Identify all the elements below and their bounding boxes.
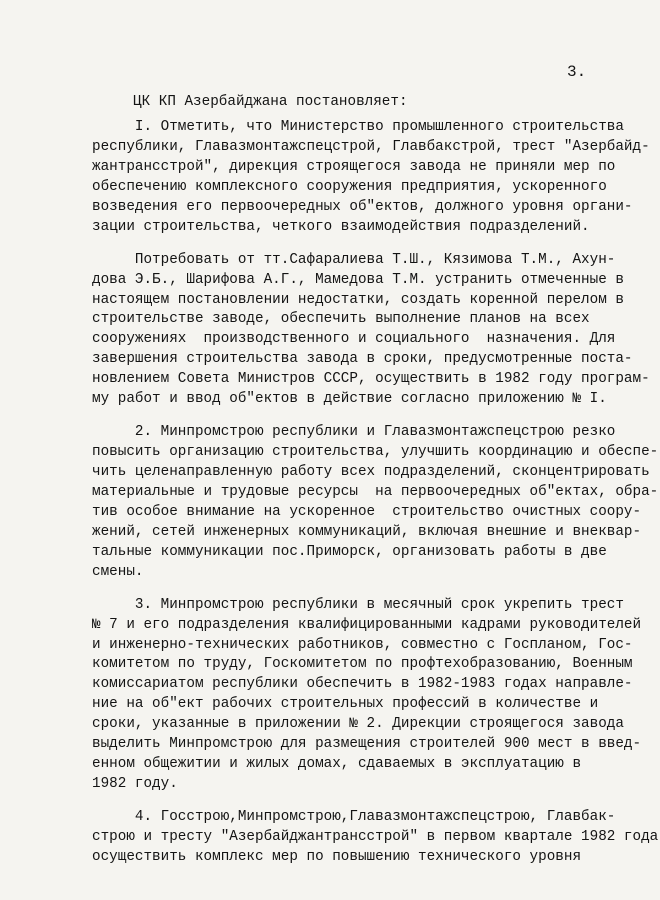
text-line: обеспечению комплексного сооружения предприятия, ускоренного xyxy=(92,178,607,195)
text-line: ние на об"ект рабочих строительных профессий в количестве и xyxy=(92,696,599,713)
text-line: жантрансстрой", дирекция строящегося завода не приняли мер по xyxy=(92,158,616,175)
text-line: республики, Главазмонтажспецстрой, Главбакстрой, трест "Азербайд- xyxy=(92,138,650,155)
text-line: тив особое внимание на ускоренное строительство очистных соору- xyxy=(92,503,642,520)
page-number: 3. xyxy=(567,63,587,81)
text-line: настоящем постановлении недостатки, создать коренной перелом в xyxy=(92,291,624,308)
text-line: Потребовать от тт.Сафаралиева Т.Ш., Кязимова Т.М., Ахун- xyxy=(92,251,616,268)
text-line: му работ и ввод об"ектов в действие согласно приложению № I. xyxy=(92,391,607,408)
paragraph-gap xyxy=(92,795,612,808)
text-line: комиссариатом республики обеспечить в 1982-1983 годах направле- xyxy=(92,676,633,693)
text-line: и инженерно-технических работников, совместно с Госпланом, Гос- xyxy=(92,636,633,653)
resolution-heading: ЦК КП Азербайджана постановляет: xyxy=(133,94,408,110)
text-line: сооружениях производственного и социального назначения. Для xyxy=(92,331,616,348)
text-line: сроки, указанные в приложении № 2. Дирекции строящегося завода xyxy=(92,716,624,733)
text-line: I. Отметить, что Министерство промышленного строительства xyxy=(92,119,624,135)
text-line: енном общежитии и жилых домах, сдаваемых в эксплуатацию в xyxy=(92,756,582,773)
paragraph-gap xyxy=(92,583,612,596)
text-line: № 7 и его подразделения квалифицированными кадрами руководителей xyxy=(92,616,642,633)
text-line: комитетом по труду, Госкомитетом по профтехобразованию, Военным xyxy=(92,656,633,673)
text-line: 3. Минпромстрою республики в месячный срок укрепить трест xyxy=(92,596,624,613)
text-line: материальные и трудовые ресурсы на первоочередных об"ектах, обра- xyxy=(92,483,659,500)
document-body xyxy=(92,118,659,868)
text-line: строительстве заводе, обеспечить выполнение планов на всех xyxy=(92,311,590,328)
text-line: возведения его первоочередных об"ектов, должного уровня органи- xyxy=(92,198,633,215)
text-line: смены. xyxy=(92,563,144,580)
text-line: жений, сетей инженерных коммуникаций, включая внешние и внеквар- xyxy=(92,523,642,540)
text-line: повысить организацию строительства, улучшить координацию и обеспе- xyxy=(92,444,659,461)
text-line: выделить Минпромстрою для размещения строителей 900 мест в введ- xyxy=(92,736,642,753)
text-line: тальные коммуникации пос.Приморск, организовать работы в две xyxy=(92,543,607,560)
paragraph-1 xyxy=(92,118,650,238)
paragraph-gap xyxy=(92,238,612,251)
paragraph-4 xyxy=(92,596,642,795)
text-line: 2. Минпромстрою республики и Главазмонтажспецстрою резко xyxy=(92,424,616,441)
text-line: дова Э.Б., Шарифова А.Г., Мамедова Т.М. устранить отмеченные в xyxy=(92,271,624,288)
text-line: зации строительства, четкого взаимодействия подразделений. xyxy=(92,218,590,235)
text-line: новлением Совета Министров СССР, осуществить в 1982 году програм- xyxy=(92,371,650,388)
paragraph-5 xyxy=(92,808,659,868)
text-line: осуществить комплекс мер по повышению технического уровня xyxy=(92,848,582,865)
paragraph-2 xyxy=(92,251,650,411)
text-line: 4. Госстрою,Минпромстрою,Главазмонтажспецстрою, Главбак- xyxy=(92,809,616,825)
text-line: чить целенаправленную работу всех подразделений, сконцентрировать xyxy=(92,464,650,480)
paragraph-gap xyxy=(92,410,612,423)
text-line: строю и тресту "Азербайджантрансстрой" в первом квартале 1982 года xyxy=(92,828,659,845)
paragraph-3 xyxy=(92,423,659,583)
text-line: завершения строительства завода в сроки, предусмотренные поста- xyxy=(92,351,633,368)
text-line: 1982 году. xyxy=(92,776,178,793)
